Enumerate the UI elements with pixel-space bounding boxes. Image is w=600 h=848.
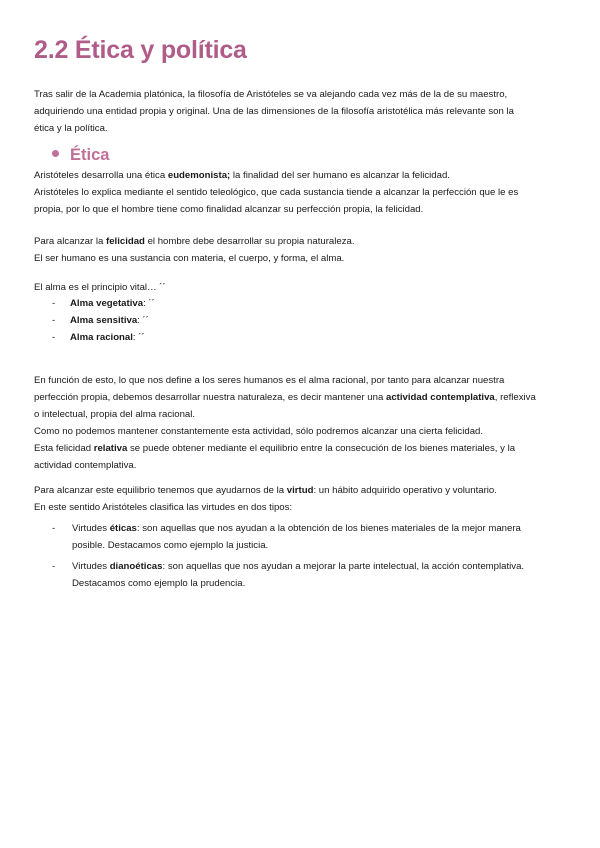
virtue-item-dianoetic (52, 558, 552, 592)
paragraph-line: Como no podemos mantener constantemente esta actividad, sólo podremos alcanzar una cierta felicidad. (34, 426, 484, 437)
paragraph-line (52, 520, 552, 537)
text-run: el hombre debe desarrollar su propia naturaleza. (144, 236, 355, 247)
rational-soul-paragraph (34, 372, 566, 474)
virtue-item-ethical (52, 520, 552, 554)
bold-term: eudemonista; (167, 170, 231, 181)
felicity-paragraph (34, 233, 566, 267)
dash-marker: - (52, 561, 56, 572)
text-run: Para alcanzar la (34, 236, 106, 247)
text-run: se puede obtener mediante el equilibrio entre la consecución de los bienes materiales, y la (127, 443, 516, 454)
virtue-paragraph (34, 482, 566, 516)
paragraph-line: El ser humano es una sustancia con materia, el cuerpo, y forma, el alma. (34, 253, 345, 264)
text-run: : ´´ (137, 315, 149, 326)
text-run: perfección propia, debemos desarrollar nuestra naturaleza, es decir mantener una (34, 392, 386, 403)
text-run: , reflexiva (494, 392, 536, 403)
paragraph-line: En este sentido Aristóteles clasifica las virtudes en dos tipos: (34, 502, 293, 513)
paragraph-line: posible. Destacamos como ejemplo la justicia. (72, 540, 269, 551)
bold-term: dianoéticas (109, 561, 163, 572)
soul-paragraph (34, 279, 566, 296)
paragraph-line (34, 233, 566, 250)
dash-marker: - (52, 298, 56, 309)
dash-marker: - (52, 332, 56, 343)
paragraph-line: o intelectual, propia del alma racional. (34, 409, 196, 420)
paragraph-line (34, 389, 566, 406)
text-run: Esta felicidad (34, 443, 94, 454)
text-run: : un hábito adquirido operativo y voluntario. (313, 485, 497, 496)
bullet-dot-icon (52, 150, 59, 157)
section-heading-text: Ética (70, 146, 110, 164)
dash-marker: - (52, 315, 56, 326)
paragraph-line: En función de esto, lo que nos define a los seres humanos es el alma racional, por tanto para alcanzar nuestra (34, 375, 505, 386)
paragraph-line (34, 482, 566, 499)
intro-line: Tras salir de la Academia platónica, la filosofía de Aristóteles se va alejando cada vez más de la de su maestro, (34, 89, 508, 100)
paragraph-line (34, 440, 566, 457)
paragraph-line: Destacamos como ejemplo la prudencia. (72, 578, 246, 589)
paragraph-line: propia, por lo que el hombre tiene como finalidad alcanzar su perfección propia, la felicidad. (34, 204, 424, 215)
bold-term: éticas (109, 523, 137, 534)
paragraph-line (34, 167, 566, 184)
bold-term: virtud (286, 485, 314, 496)
text-run: : son aquellas que nos ayudan a mejorar la parte intelectual, la acción contemplativa. (162, 561, 525, 572)
list-item (52, 329, 155, 346)
bold-term: actividad contemplativa (385, 392, 495, 403)
text-run: Virtudes (72, 561, 110, 572)
eudemonism-paragraph (34, 167, 566, 218)
text-run: : son aquellas que nos ayudan a la obtención de los bienes materiales de la mejor manera (136, 523, 521, 534)
text-run: Aristóteles desarrolla una ética (34, 170, 168, 181)
dash-marker: - (52, 523, 56, 534)
bold-term: felicidad (106, 236, 145, 247)
list-item (52, 312, 155, 329)
text-run: : ´´ (132, 332, 145, 343)
list-item (52, 295, 155, 312)
paragraph-line: Aristóteles lo explica mediante el sentido teleológico, que cada sustancia tiende a alcanzar la perfección que le es (34, 187, 519, 198)
bold-term: Alma sensitiva (70, 315, 138, 326)
bold-term: relativa (93, 443, 128, 454)
paragraph-line: El alma es el principio vital… ´´ (34, 282, 166, 293)
intro-line: adquiriendo una entidad propia y original. Una de las dimensiones de la filosofía aristotélica más relevante son la (34, 106, 514, 117)
section-heading (52, 146, 109, 165)
page-title: 2.2 Ética y política (34, 36, 247, 64)
text-run: : ´´ (143, 298, 155, 309)
paragraph-line: actividad contemplativa. (34, 460, 137, 471)
paragraph-line (52, 558, 552, 575)
text-run: la finalidad del ser humano es alcanzar la felicidad. (230, 170, 450, 181)
soul-types-list (52, 295, 155, 346)
intro-line: ética y la política. (34, 123, 108, 134)
text-run: Para alcanzar este equilibrio tenemos que ayudarnos de la (34, 485, 287, 496)
text-run: Virtudes (72, 523, 110, 534)
bold-term: Alma racional (70, 332, 133, 343)
intro-paragraph (34, 86, 566, 137)
bold-term: Alma vegetativa (70, 298, 144, 309)
